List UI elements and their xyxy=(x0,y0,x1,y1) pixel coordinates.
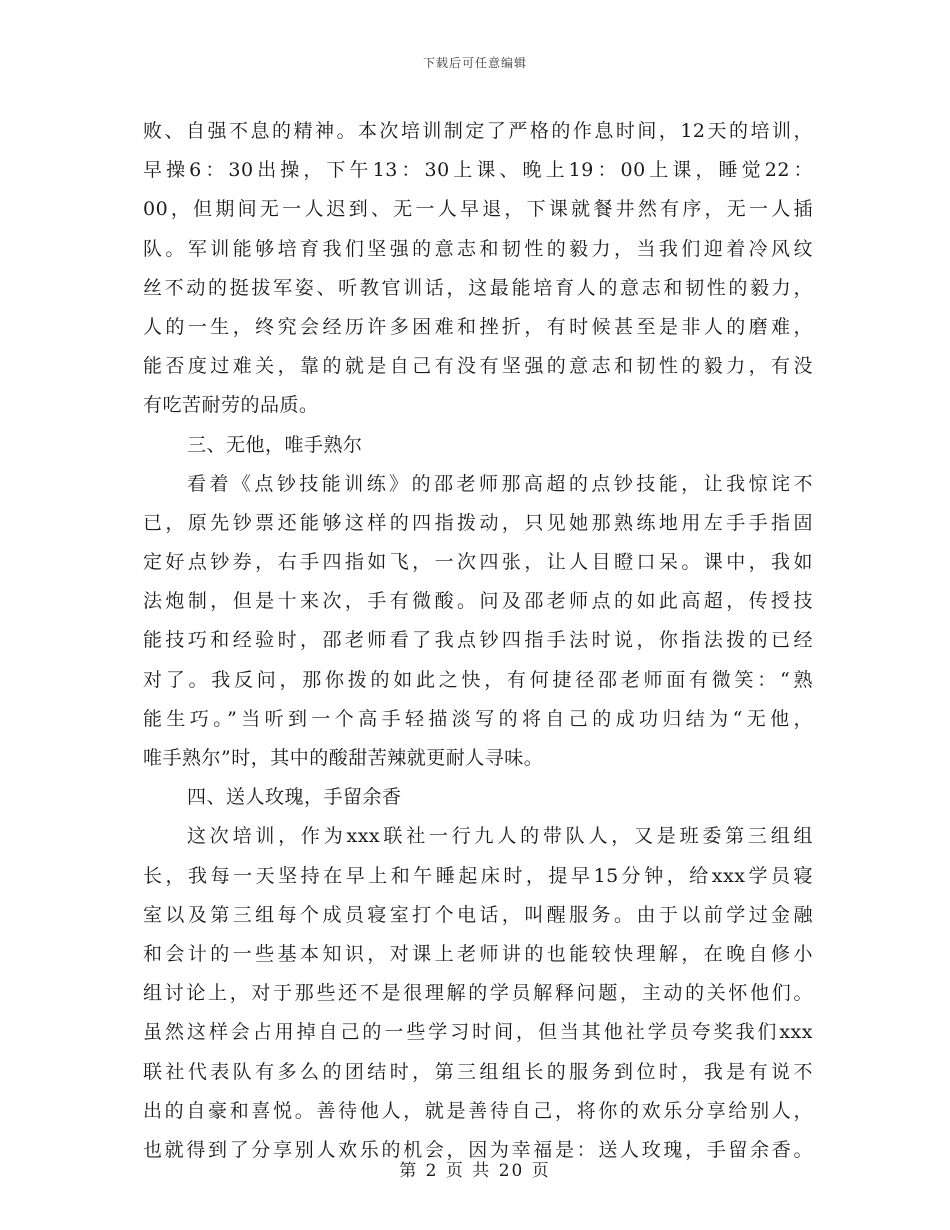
text-line: 看着《点钞技能训练》的邵老师那高超的点钞技能，让我惊诧不 xyxy=(187,472,813,495)
text-line: 对了。我反问，那你拨的如此之快，有何捷径邵老师面有微笑：“熟 xyxy=(143,668,813,691)
text-line: 队。军训能够培育我们坚强的意志和韧性的毅力，当我们迎着冷风纹 xyxy=(143,237,813,260)
text-line: 早操6：30出操，下午13：30上课、晚上19：00上课，睡觉22： xyxy=(143,159,813,182)
text-line: 虽然这样会占用掉自己的一些学习时间，但当其他社学员夸奖我们xxx xyxy=(143,1021,813,1044)
text-line: 败、自强不息的精神。本次培训制定了严格的作息时间，12天的培训， xyxy=(143,120,813,142)
text-line: 组讨论上，对于那些还不是很理解的学员解释问题，主动的关怀他们。 xyxy=(143,982,813,1005)
text-line: 有吃苦耐劳的品质。 xyxy=(143,394,319,417)
text-line: 这次培训，作为xxx联社一行九人的带队人，又是班委第三组组 xyxy=(187,825,813,848)
text-line: 能生巧。”当听到一个高手轻描淡写的将自己的成功归结为“无他， xyxy=(143,707,813,730)
text-line: 人的一生，终究会经历许多困难和挫折，有时候甚至是非人的磨难， xyxy=(143,315,813,338)
text-line: 00，但期间无一人迟到、无一人早退，下课就餐井然有序，无一人插 xyxy=(143,198,813,221)
text-line: 法炮制，但是十来次，手有微酸。问及邵老师点的如此高超，传授技 xyxy=(143,590,813,613)
page-header: 下载后可任意编辑 xyxy=(422,56,527,70)
section-heading: 四、送人玫瑰，手留余香 xyxy=(187,786,402,809)
page-number: 第 2 页 共 20 页 xyxy=(399,1161,551,1181)
document-body xyxy=(143,112,813,1170)
text-line: 和会计的一些基本知识，对课上老师讲的也能较快理解，在晚自修小 xyxy=(143,942,813,965)
text-line: 出的自豪和喜悦。善待他人，就是善待自己，将你的欢乐分享给别人， xyxy=(143,1099,813,1122)
text-line: 定好点钞券，右手四指如飞，一次四张，让人目瞪口呆。课中，我如 xyxy=(143,551,813,574)
text-line: 唯手熟尔”时，其中的酸甜苦辣就更耐人寻味。 xyxy=(143,747,544,769)
text-line: 也就得到了分享别人欢乐的机会，因为幸福是：送人玫瑰，手留余香。 xyxy=(143,1138,813,1161)
section-heading: 三、无他，唯手熟尔 xyxy=(187,433,363,456)
text-line: 能技巧和经验时，邵老师看了我点钞四指手法时说，你指法拨的已经 xyxy=(143,629,813,652)
text-line: 室以及第三组每个成员寝室打个电话，叫醒服务。由于以前学过金融 xyxy=(143,903,813,926)
text-line: 联社代表队有多么的团结时，第三组组长的服务到位时，我是有说不 xyxy=(143,1060,813,1083)
text-line: 长，我每一天坚持在早上和午睡起床时，提早15分钟，给xxx学员寝 xyxy=(143,864,813,887)
text-line: 丝不动的挺拔军姿、听教官训话，这最能培育人的意志和韧性的毅力， xyxy=(143,276,813,299)
text-line: 已，原先钞票还能够这样的四指拨动，只见她那熟练地用左手手指固 xyxy=(143,511,813,534)
text-line: 能否度过难关，靠的就是自己有没有坚强的意志和韧性的毅力，有没 xyxy=(143,355,813,378)
